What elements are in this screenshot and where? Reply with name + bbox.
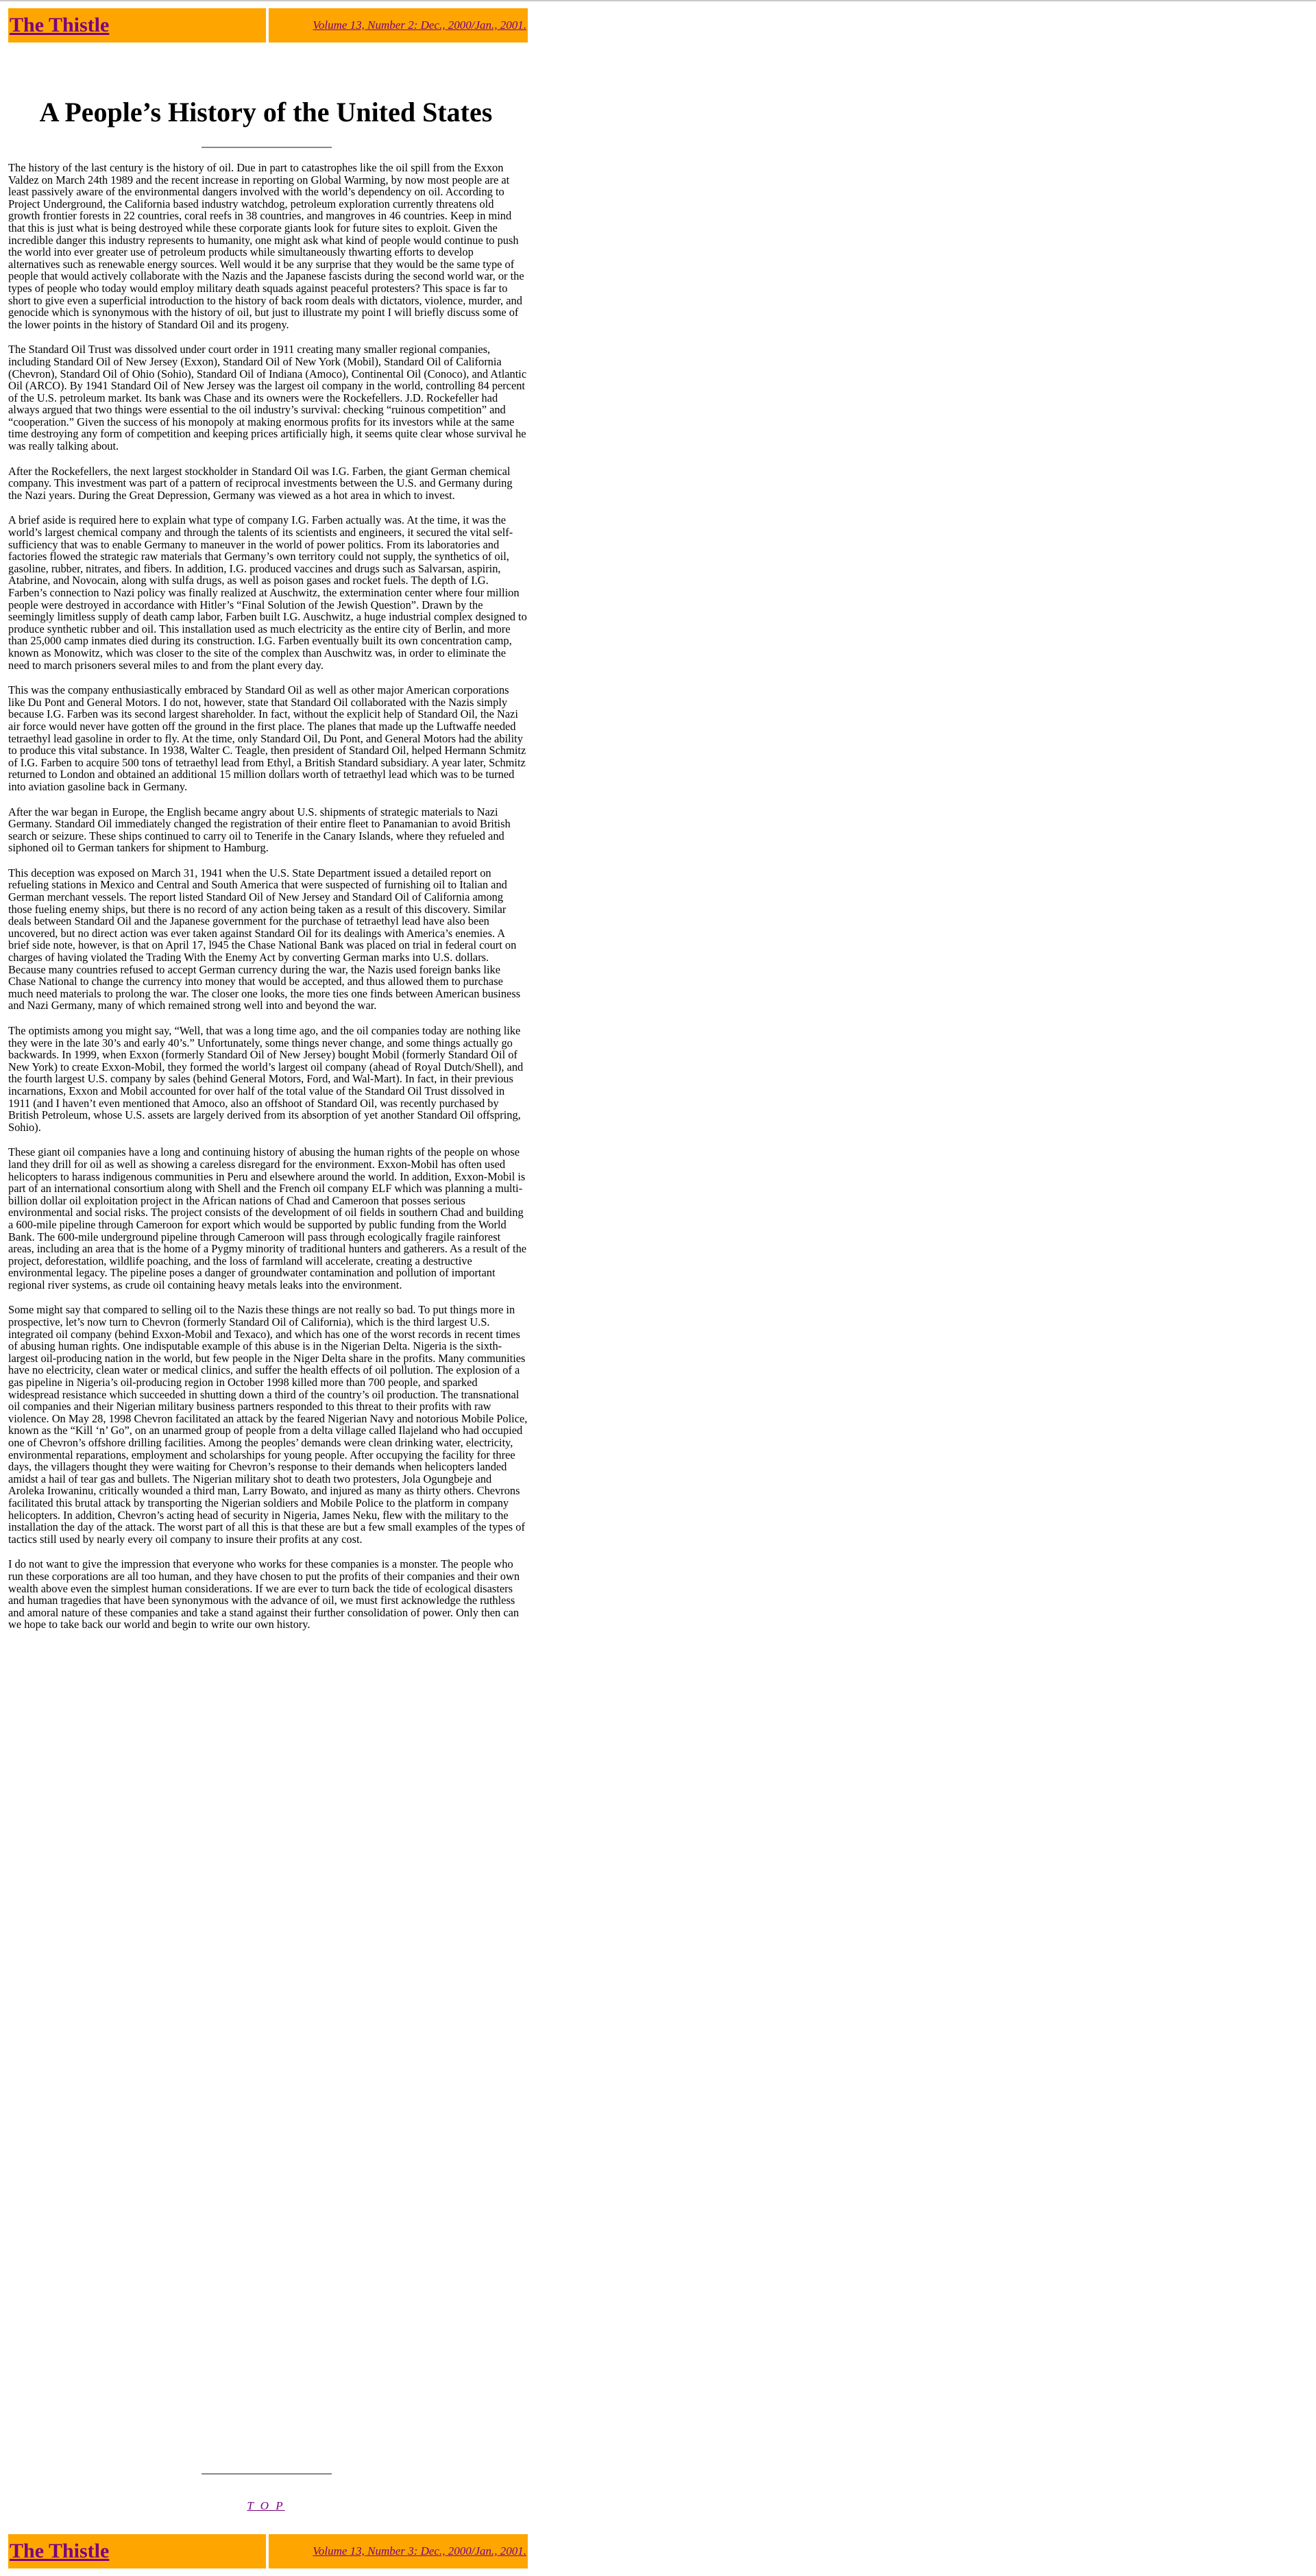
top-border	[0, 0, 1316, 1]
article-paragraph: After the war began in Europe, the English became angry about U.S. shipments of strategic materials to Nazi Germany. Standard Oil immediately changed the registration of their entire fleet to Panamanian to avoid British search or seizure. These ships continued to carry oil to Tenerife in the Canary Islands, where they refueled and siphoned oil to German tankers for shipment to Hamburg.	[8, 805, 511, 855]
masthead-top	[8, 8, 528, 42]
article-paragraph: These giant oil companies have a long and continuing history of abusing the human rights of the people on whose land they drill for oil as well as showing a careless disregard for the environment. Exxon-Mobil has often used helicopters to harass indigenous communities in Peru and elsewhere around the world. In addition, Exxon-Mobil is part of an international consortium along with Shell and the French oil company ELF which was planning a multi-billion dollar oil exploitation project in the African nations of Chad and Cameroon that posses serious environmental and social risks. The project consists of the development of oil fields in southern Chad and building a 600-mile pipeline through Cameroon for export which would be supported by public funding from the World Bank. The 600-mile underground pipeline through Cameroon will pass through ecologically fragile rainforest areas, including an area that is the home of a Pygmy minority of traditional hunters and gatherers. As a result of the project, deforestation, wildlife poaching, and the loss of farmland will accelerate, creating a destructive environmental legacy. The pipeline poses a danger of groundwater contamination and pollution of important regional river systems, as crude oil containing heavy metals leaks into the environment.	[8, 1145, 527, 1291]
article-paragraph: A brief aside is required here to explain what type of company I.G. Farben actually was. At the time, it was the world’s largest chemical company and through the talents of its scientists and engineers, it secured the vital self-sufficiency that was to enable Germany to maneuver in the world of power politics. From its laboratories and factories flowed the strategic raw materials that Germany’s own territory could not supply, the synthetics of oil, gasoline, rubber, nitrates, and fibers. In addition, I.G. produced vaccines and drugs such as Salvarsan, aspirin, Atabrine, and Novocain, along with sulfa drugs, as well as poison gases and rocket fuels. The depth of I.G. Farben’s connection to Nazi policy was finally realized at Auschwitz, the extermination center where four million people were destroyed in accordance with Hitler’s “Final Solution of the Jewish Question”. Drawn by the seemingly limitless supply of death camp labor, Farben built I.G. Auschwitz, a huge industrial complex designed to produce synthetic rubber and oil. This installation used as much electricity as the entire city of Berlin, and more than 25,000 camp inmates died during its construction. I.G. Farben eventually built its own concentration camp, known as Monowitz, which was closer to the site of the complex than Auschwitz was, in order to eliminate the need to march prisoners several miles to and from the plant every day.	[8, 513, 527, 672]
article-title: A People’s History of the United States	[39, 97, 493, 127]
masthead-issue-link[interactable]: Volume 13, Number 3: Dec., 2000/Jan., 2001.	[269, 2534, 528, 2568]
article-paragraph: This deception was exposed on March 31, 1941 when the U.S. State Department issued a detailed report on refueling stations in Mexico and Central and South America that were suspected of furnishing oil to Italian and German merchant vessels. The report listed Standard Oil of New Jersey and Standard Oil of California among those fueling enemy ships, but there is no record of any action being taken as a result of this discovery. Similar deals between Standard Oil and the Japanese government for the purchase of tetraethyl lead have also been uncovered, but no direct action was ever taken against Standard Oil for its dealings with America’s enemies. A brief side note, however, is that on April 17, l945 the Chase National Bank was placed on trial in federal court on charges of having violated the Trading With the Enemy Act by converting German marks into U.S. dollars. Because many countries refused to accept German currency during the war, the Nazis used foreign banks like Chase National to change the currency into money that would be accepted, and thus allowed them to purchase much need materials to prolong the war. The closer one looks, the more ties one finds between American business and Nazi Germany, many of which remained strong well into and beyond the war.	[8, 866, 521, 1012]
divider	[202, 2473, 332, 2475]
article-paragraph: This was the company enthusiastically embraced by Standard Oil as well as other major American corporations like Du Pont and General Motors. I do not, however, state that Standard Oil collaborated with the Nazis simply because I.G. Farben was its second largest shareholder. In fact, without the explicit help of Standard Oil, the Nazi air force would never have gotten off the ground in the first place. The planes that made up the Luftwaffe needed tetraethyl lead gasoline in order to fly. At the time, only Standard Oil, Du Pont, and General Motors had the ability to produce this vital substance. In 1938, Walter C. Teagle, then president of Standard Oil, helped Hermann Schmitz of I.G. Farben to acquire 500 tons of tetraethyl lead from Ethyl, a British Standard subsidiary. A year later, Schmitz returned to London and obtained an additional 15 million dollars worth of tetraethyl lead which was to be turned into aviation gasoline back in Germany.	[8, 683, 526, 793]
masthead-title-link[interactable]: The Thistle	[8, 2534, 266, 2568]
article-paragraph: After the Rockefellers, the next largest stockholder in Standard Oil was I.G. Farben, the giant German chemical company. This investment was part of a pattern of reciprocal investments between the U.S. and Germany during the Nazi years. During the Great Depression, Germany was viewed as a hot area in which to invest.	[8, 464, 513, 502]
article-paragraph: I do not want to give the impression that everyone who works for these companies is a monster. The people who run these corporations are all too human, and they have chosen to put the profits of their companies and their own wealth above even the simplest human considerations. If we are ever to turn back the tide of ecological disasters and human tragedies that have been synonymous with the advance of oil, we must first acknowledge the ruthless and amoral nature of these companies and take a stand against their further consolidation of power. Only then can we hope to take back our world and begin to write our own history.	[8, 1557, 520, 1631]
masthead-issue-link[interactable]: Volume 13, Number 2: Dec., 2000/Jan., 2001.	[269, 8, 528, 42]
article-paragraph: The history of the last century is the history of oil. Due in part to catastrophes like the oil spill from the Exxon Valdez on March 24th 1989 and the recent increase in reporting on Global Warming, by now most people are at least passively aware of the environmental dangers involved with the world’s dependency on oil. According to Project Underground, the California based industry watchdog, petroleum exploration currently threatens old growth frontier forests in 22 countries, coral reefs in 38 countries, and mangroves in 46 countries. Keep in mind that this is just what is being destroyed while these corporate giants look for future sites to exploit. Given the incredible danger this industry represents to humanity, one might ask what kind of people would continue to push the world into ever greater use of petroleum products while simultaneously thwarting efforts to develop alternatives such as renewable energy sources. Well would it be any surprise that they would be the same type of people that would actively collaborate with the Nazis and the Japanese fascists during the second world war, or the types of people who today would employ military death squads against peaceful protesters? This space is far to short to give even a superficial introduction to the history of back room deals with dictators, violence, murder, and genocide which is synonymous with the history of oil, but just to illustrate my point I will briefly discuss some of the lower points in the history of Standard Oil and its progeny.	[8, 161, 524, 331]
article-paragraph: The optimists among you might say, “Well, that was a long time ago, and the oil companies today are nothing like they were in the late 30’s and early 40’s.” Unfortunately, some things never change, and some things actually go backwards. In 1999, when Exxon (formerly Standard Oil of New Jersey) bought Mobil (formerly Standard Oil of New York) to create Exxon-Mobil, they formed the world’s largest oil company (ahead of Royal Dutch/Shell), and the fourth largest U.S. company by sales (behind General Motors, Ford, and Wal-Mart). In fact, in their previous incarnations, Exxon and Mobil accounted for over half of the total value of the Standard Oil Trust dissolved in 1911 (and I haven’t even mentioned that Amoco, also an offshoot of Standard Oil, was recently purchased by British Petroleum, whose U.S. assets are largely derived from its absorption of yet another Standard Oil offspring, Sohio).	[8, 1024, 524, 1134]
article-paragraph: Some might say that compared to selling oil to the Nazis these things are not really so bad. To put things more in prospective, let’s now turn to Chevron (formerly Standard Oil of California), which is the third largest U.S. integrated oil company (behind Exxon-Mobil and Texaco), and which has one of the worst records in recent times of abusing human rights. One indisputable example of this abuse is in the Nigerian Delta. Nigeria is the sixth-largest oil-producing nation in the world, but few people in the Niger Delta share in the profits. Many communities have no electricity, clean water or medical clinics, and suffer the health effects of oil pollution. The explosion of a gas pipeline in Nigeria’s oil-producing region in October 1998 killed more than 700 people, and sparked widespread resistance which succeeded in shutting down a third of the country’s oil production. The transnational oil companies and their Nigerian military business partners responded to this threat to their profits with raw violence. On May 28, 1998 Chevron facilitated an attack by the feared Nigerian Navy and notorious Mobile Police, known as the “Kill ‘n’ Go”, on an unarmed group of people from a delta village called Ilajeland who had occupied one of Chevron’s offshore drilling facilities. Among the peoples’ demands were clean drinking water, electricity, environmental reparations, employment and scholarships for young people. After occupying the facility for three days, the villagers thought they were waiting for Chevron’s response to their demands when helicopters landed amidst a hail of tear gas and bullets. The Nigerian military shot to death two protesters, Jola Ogungbeje and Aroleka Irowaninu, critically wounded a third man, Larry Bowato, and injured as many as thirty others. Chevrons facilitated this brutal attack by transporting the Nigerian soldiers and Mobile Police to the platform in company helicopters. In addition, Chevron’s acting head of security in Nigeria, James Neku, flew with the military to the installation the day of the attack. The worst part of all this is that these are but a few small examples of the types of tactics still used by nearly every oil company to insure their profits at any cost.	[8, 1303, 528, 1546]
back-to-top-link[interactable]: T O P	[247, 2499, 285, 2512]
masthead-title-link[interactable]: The Thistle	[8, 8, 266, 42]
article-paragraph: The Standard Oil Trust was dissolved under court order in 1911 creating many smaller regional companies, including Standard Oil of New Jersey (Exxon), Standard Oil of New York (Mobil), Standard Oil of California (Chevron), Standard Oil of Ohio (Sohio), Standard Oil of Indiana (Amoco), Continental Oil (Conoco), and Atlantic Oil (ARCO). By 1941 Standard Oil of New Jersey was the largest oil company in the world, controlling 84 percent of the U.S. petroleum market. Its bank was Chase and its owners were the Rockefellers. J.D. Rockefeller had always argued that two things were essential to the oil industry’s survival: checking “ruinous competition” and “cooperation.” Given the success of his monopoly at making enormous profits for its investors while at the same time destroying any form of competition and keeping prices artificially high, it seems quite clear whose survival he was really talking about.	[8, 343, 527, 453]
article-body	[8, 162, 528, 1644]
divider	[202, 147, 332, 148]
masthead-bottom	[8, 2534, 528, 2568]
